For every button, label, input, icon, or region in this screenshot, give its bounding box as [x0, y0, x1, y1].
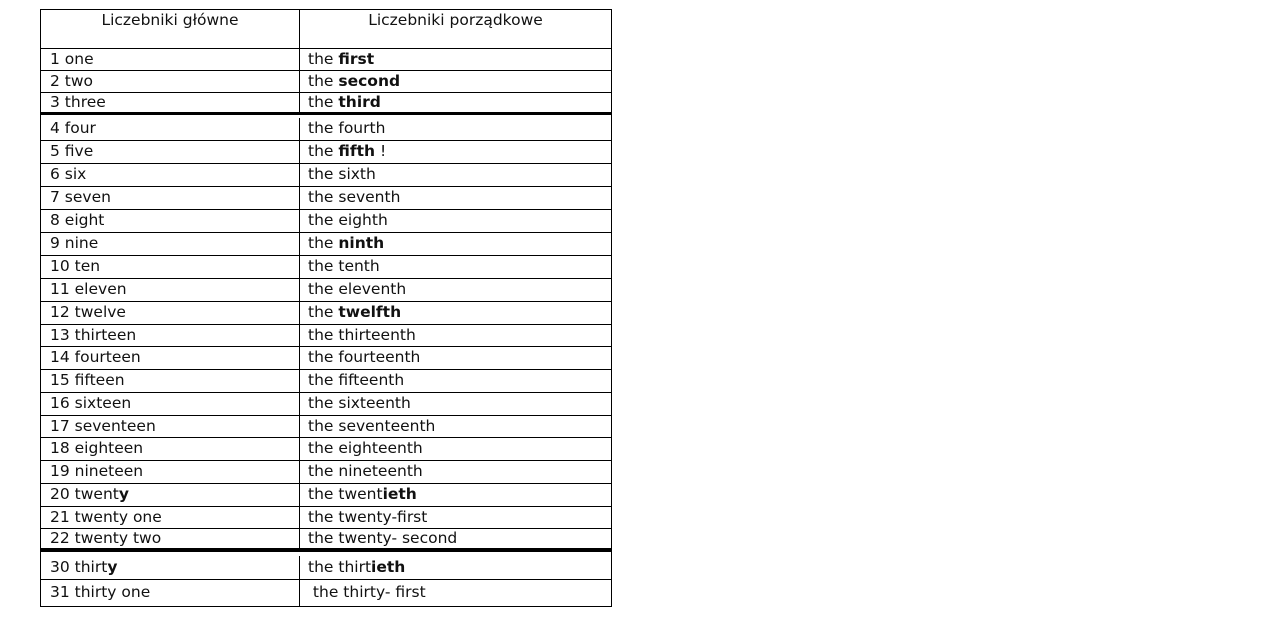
ordinal-cell: [300, 461, 611, 483]
ordinal-cell: [300, 71, 611, 92]
cardinal-text: 10 ten: [50, 257, 101, 276]
cardinal-text: 8 eight: [50, 211, 105, 230]
cardinal-text: 5 five: [50, 142, 94, 161]
cardinal-cell: [41, 118, 300, 140]
table-row: [41, 484, 611, 507]
cardinal-text: 4 four: [50, 119, 96, 138]
ordinal-text: the fourteenth: [308, 348, 421, 367]
table-row: [41, 347, 611, 370]
table-header-row: [41, 10, 611, 49]
cardinal-cell: [41, 438, 300, 460]
cardinal-text: 14 fourteen: [50, 348, 141, 367]
cardinal-emphasis: y: [107, 557, 118, 576]
ordinal-text: the nineteenth: [308, 462, 423, 481]
cardinal-text: 12 twelve: [50, 303, 126, 322]
table-row: [41, 71, 611, 93]
ordinal-text: the twenty- second: [308, 528, 458, 547]
ordinal-cell: [300, 507, 611, 528]
cardinal-cell: [41, 416, 300, 437]
table-row: [41, 556, 611, 580]
ordinal-text: the: [308, 49, 339, 68]
cardinal-text: 15 fifteen: [50, 371, 125, 390]
cardinal-cell: [41, 164, 300, 186]
ordinal-cell: [300, 580, 611, 606]
table-row: [41, 93, 611, 115]
ordinal-cell: [300, 187, 611, 209]
ordinal-cell: [300, 233, 611, 255]
table-row: [41, 233, 611, 256]
ordinal-emphasis: third: [338, 92, 381, 111]
ordinal-numbers-table: [40, 9, 612, 607]
ordinal-cell: [300, 325, 611, 346]
ordinal-text: the: [308, 71, 339, 90]
ordinal-cell: [300, 347, 611, 369]
cardinal-text: 21 twenty one: [50, 507, 162, 526]
ordinal-emphasis: ninth: [338, 234, 385, 253]
cardinal-cell: [41, 71, 300, 92]
cardinal-text: 3 three: [50, 92, 106, 111]
ordinal-cell: [300, 256, 611, 278]
ordinal-cell: [300, 279, 611, 301]
ordinal-cell: [300, 393, 611, 415]
header-ordinal: Liczebniki porządkowe: [368, 11, 543, 29]
ordinal-text: the: [308, 92, 339, 111]
cardinal-cell: [41, 370, 300, 392]
ordinal-cell: [300, 164, 611, 186]
cardinal-text: 7 seven: [50, 188, 111, 207]
cardinal-emphasis: y: [118, 485, 129, 504]
ordinal-cell: [300, 49, 611, 70]
cardinal-cell: [41, 141, 300, 163]
table-row: [41, 580, 611, 606]
ordinal-text: the sixth: [308, 165, 376, 184]
ordinal-text: the thirt: [308, 557, 372, 576]
ordinal-text: !: [375, 142, 387, 161]
cardinal-text: 19 nineteen: [50, 462, 144, 481]
cardinal-text: 22 twenty two: [50, 528, 162, 547]
table-row: [41, 210, 611, 233]
ordinal-cell: [300, 529, 611, 548]
ordinal-text: the fifteenth: [308, 371, 405, 390]
ordinal-text: the seventh: [308, 188, 401, 207]
ordinal-cell: [300, 438, 611, 460]
table-row: [41, 370, 611, 393]
cardinal-cell: [41, 529, 300, 548]
table-row: [41, 393, 611, 416]
table-row: [41, 118, 611, 141]
ordinal-cell: [300, 556, 611, 579]
table-row: [41, 187, 611, 210]
ordinal-cell: [300, 370, 611, 392]
table-row: [41, 507, 611, 529]
cardinal-cell: [41, 93, 300, 112]
cardinal-text: 16 sixteen: [50, 394, 132, 413]
cardinal-cell: [41, 49, 300, 70]
ordinal-text: the thirteenth: [308, 325, 416, 344]
ordinal-text: the fourth: [308, 119, 386, 138]
cardinal-text: 13 thirteen: [50, 325, 137, 344]
table-row: [41, 325, 611, 347]
ordinal-text: the sixteenth: [308, 394, 411, 413]
cardinal-cell: [41, 461, 300, 483]
ordinal-emphasis: first: [338, 49, 375, 68]
ordinal-emphasis: ieth: [371, 557, 406, 576]
cardinal-cell: [41, 507, 300, 528]
ordinal-text: the: [308, 234, 339, 253]
table-row: [41, 302, 611, 325]
ordinal-emphasis: twelfth: [338, 303, 402, 322]
cardinal-cell: [41, 233, 300, 255]
cardinal-text: 18 eighteen: [50, 439, 144, 458]
ordinal-text: the twenty-first: [308, 507, 428, 526]
cardinal-cell: [41, 302, 300, 324]
table-row: [41, 529, 611, 552]
ordinal-cell: [300, 210, 611, 232]
ordinal-cell: [300, 141, 611, 163]
ordinal-cell: [300, 416, 611, 437]
table-row: [41, 164, 611, 187]
ordinal-text: the: [308, 142, 339, 161]
cardinal-text: 9 nine: [50, 234, 99, 253]
header-cardinal: Liczebniki główne: [41, 10, 300, 48]
table-row: [41, 438, 611, 461]
ordinal-cell: [300, 118, 611, 140]
ordinal-emphasis: second: [338, 71, 401, 90]
cardinal-cell: [41, 210, 300, 232]
ordinal-text: the twent: [308, 485, 383, 504]
cardinal-text: 11 eleven: [50, 280, 127, 299]
cardinal-cell: [41, 279, 300, 301]
ordinal-text: the eleventh: [308, 280, 407, 299]
ordinal-text: the tenth: [308, 257, 380, 276]
cardinal-text: 31 thirty one: [50, 583, 151, 602]
table-row: [41, 416, 611, 438]
table-row: [41, 279, 611, 302]
cardinal-cell: [41, 393, 300, 415]
ordinal-text: the eighteenth: [308, 439, 423, 458]
ordinal-text: the thirty- first: [308, 583, 426, 602]
ordinal-emphasis: fifth: [338, 142, 376, 161]
ordinal-text: the eighth: [308, 211, 388, 230]
table-row: [41, 461, 611, 484]
ordinal-text: the seventeenth: [308, 416, 436, 435]
ordinal-cell: [300, 302, 611, 324]
cardinal-cell: [41, 556, 300, 579]
cardinal-cell: [41, 325, 300, 346]
ordinal-emphasis: ieth: [382, 485, 417, 504]
cardinal-cell: [41, 347, 300, 369]
cardinal-cell: [41, 187, 300, 209]
ordinal-text: the: [308, 303, 339, 322]
cardinal-cell: [41, 580, 300, 606]
table-row: [41, 49, 611, 71]
cardinal-text: 2 two: [50, 71, 94, 90]
table-row: [41, 256, 611, 279]
table-row: [41, 141, 611, 164]
cardinal-text: 6 six: [50, 165, 87, 184]
ordinal-cell: [300, 484, 611, 506]
ordinal-cell: [300, 93, 611, 112]
cardinal-cell: [41, 256, 300, 278]
cardinal-text: 20 twent: [50, 485, 119, 504]
cardinal-text: 30 thirt: [50, 557, 108, 576]
cardinal-text: 17 seventeen: [50, 416, 156, 435]
cardinal-text: 1 one: [50, 49, 94, 68]
cardinal-cell: [41, 484, 300, 506]
